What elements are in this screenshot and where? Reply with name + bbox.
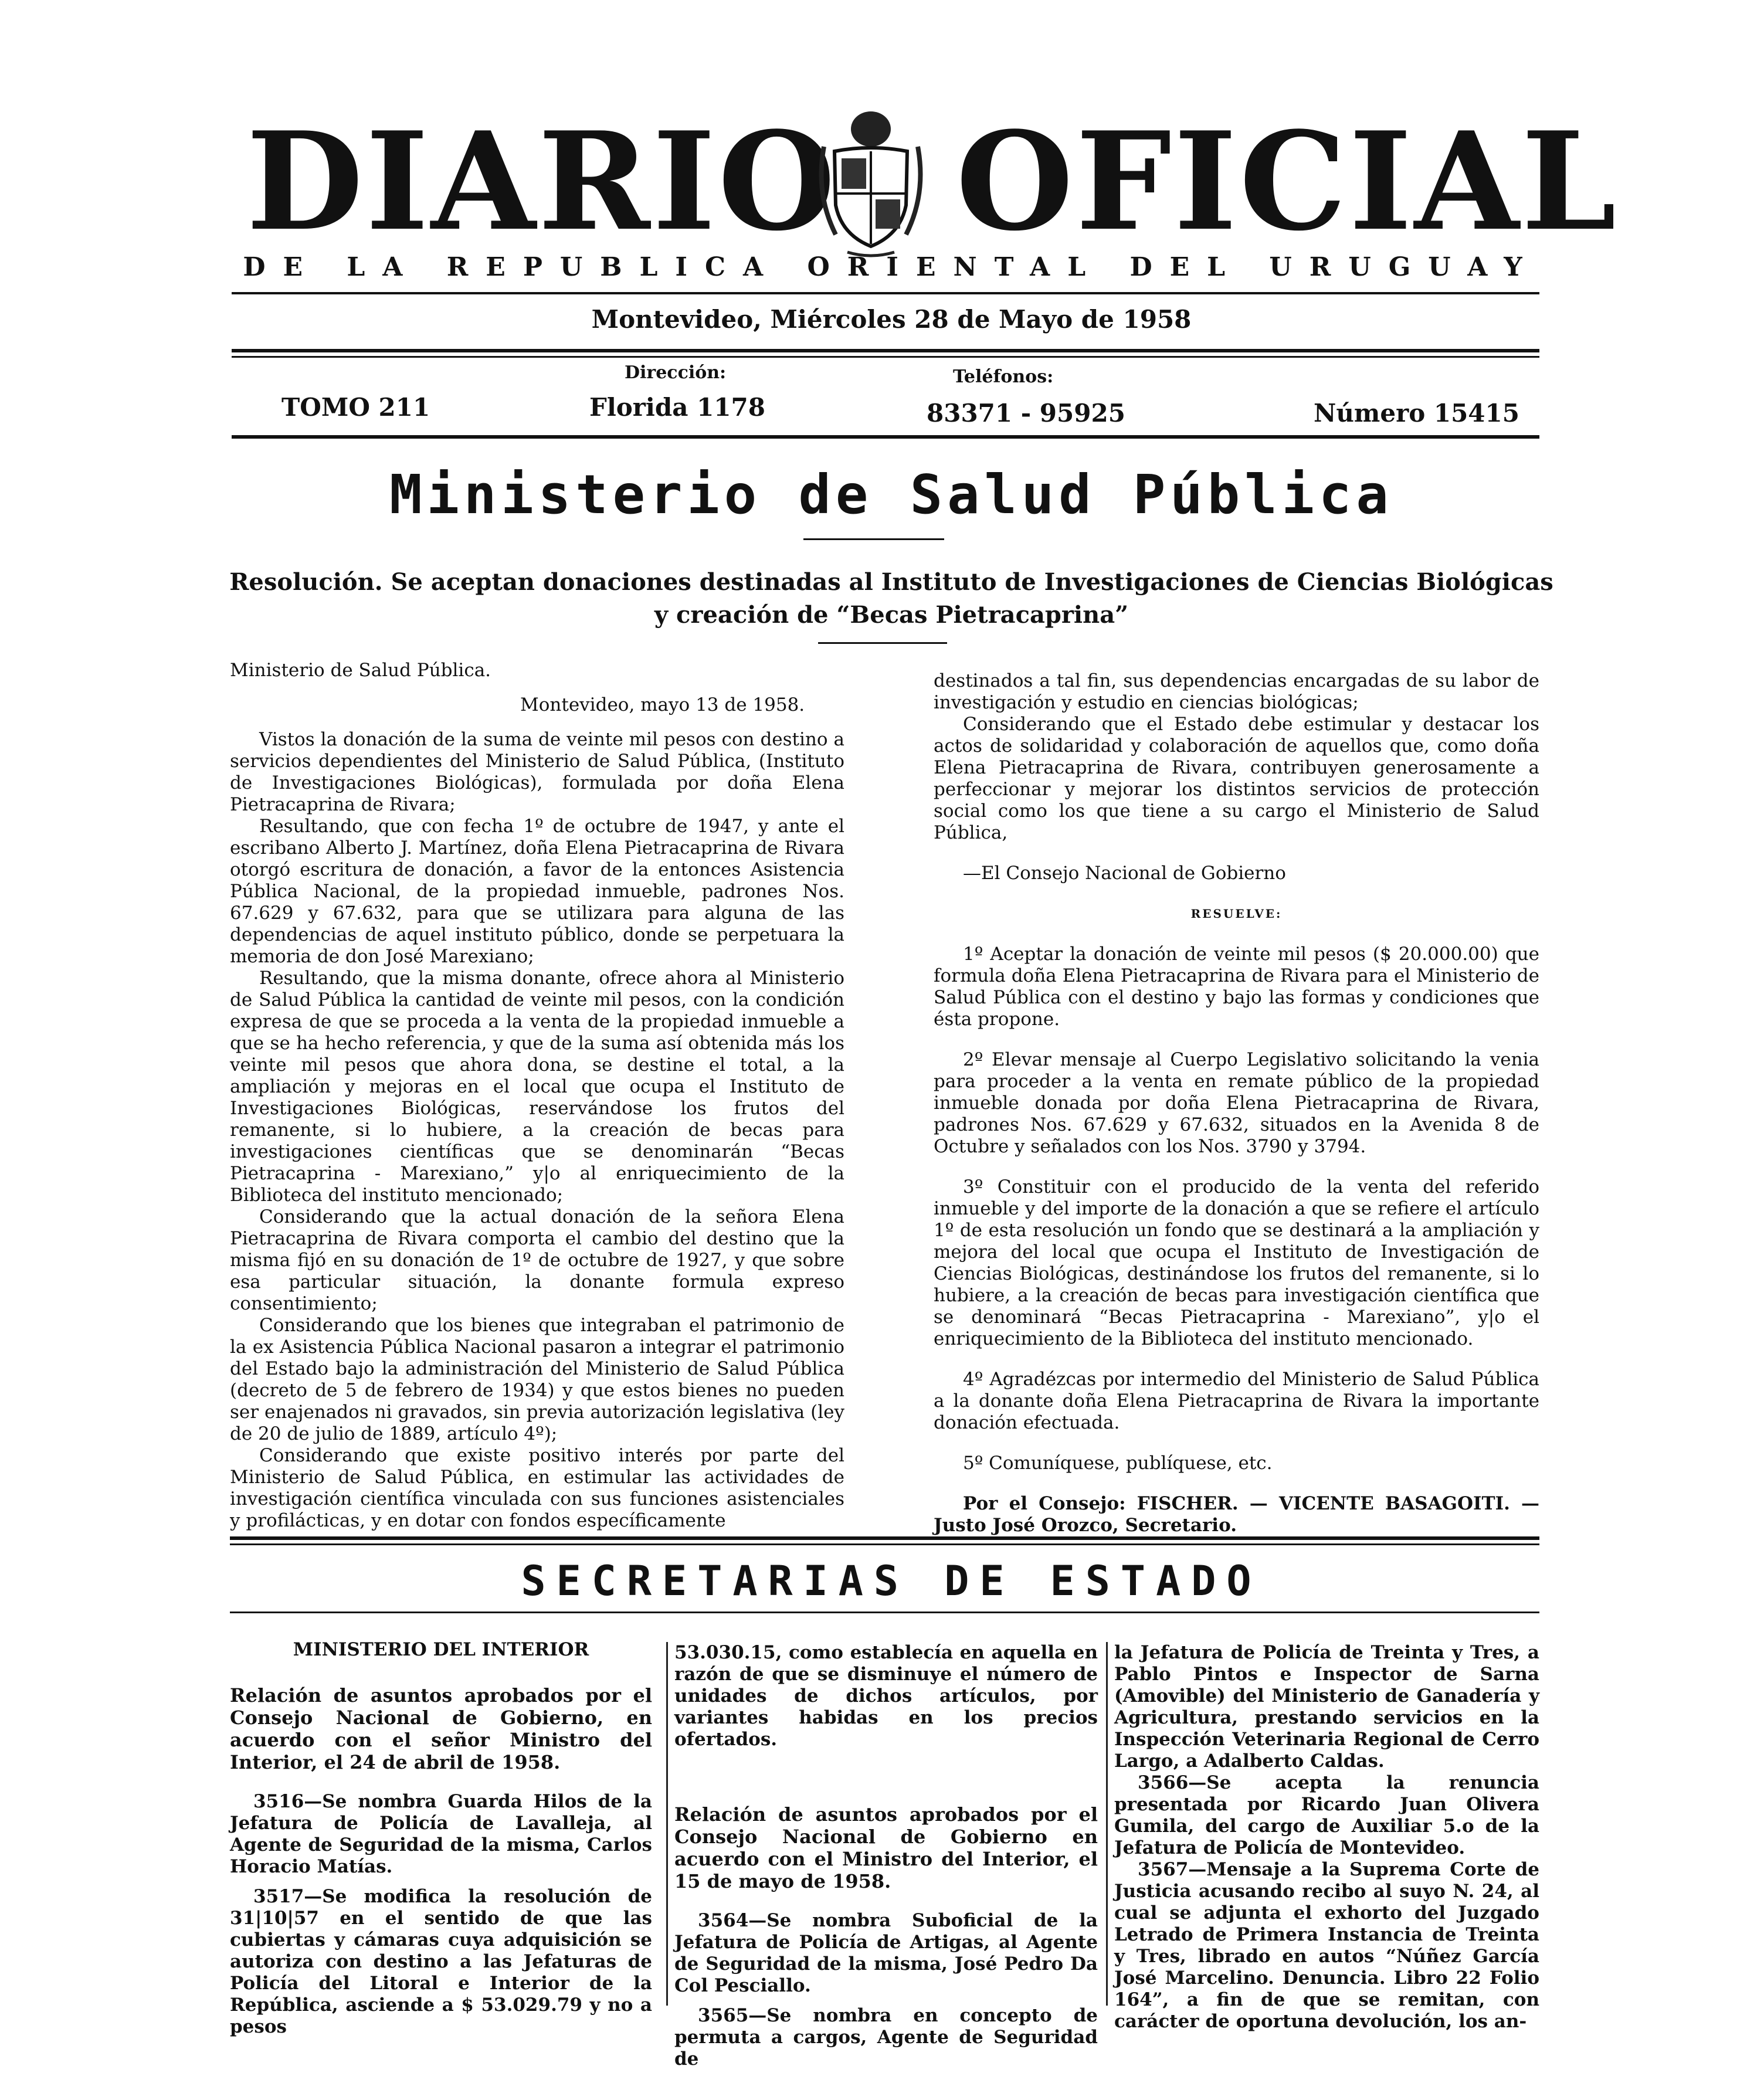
entry: 3566—Se acepta la renuncia presentada por Ricardo Juan Olivera Gumila, del cargo de Auxiliar 5.o de la Jefatura de Policía de Montevideo.: [1114, 1772, 1539, 1858]
telefonos-label: Teléfonos:: [953, 367, 1054, 387]
ministerio-left-column: [230, 660, 844, 1532]
rule: [818, 642, 947, 644]
paragraph: Considerando que el Estado debe estimular y destacar los actos de solidaridad y colaboración de aquellos que, como doña Elena Pietracaprina de Rivara, contribuyen generosamente a perfeccionar y mejorar los distintos servicios de protección social como los que tiene a su cargo el Ministerio de Salud Pública,: [934, 714, 1539, 843]
rule: [232, 349, 1539, 352]
coat-of-arms-icon: [812, 106, 930, 258]
paragraph: destinados a tal fin, sus dependencias encargadas de su labor de investigación y estudio en ciencias biológicas;: [934, 670, 1539, 713]
paragraph: —El Consejo Nacional de Gobierno: [963, 863, 1286, 884]
direccion-label: Dirección:: [625, 362, 727, 383]
entry: 3564—Se nombra Suboficial de la Jefatura de Policía de Artigas, al Agente de Seguridad de la misma, José Pedro Da Col Pesciallo.: [674, 1910, 1098, 1996]
entry: 3565—Se nombra en concepto de permuta a cargos, Agente de Seguridad de: [674, 2005, 1098, 2070]
paragraph: Considerando que los bienes que integraban el patrimonio de la ex Asistencia Pública Nacional pasaron a integrar el patrimonio del Estado bajo la administración del Ministerio de Salud Pública (decreto de 5 de febrero de 1934) y que estos bienes no pueden ser enajenados ni gravados, sin previa autorización legislativa (ley de 20 de julio de 1889, artículo 4º);: [230, 1315, 844, 1444]
masthead-title-right: OFICIAL: [956, 103, 1619, 261]
paragraph: 5º Comuníquese, publíquese, etc.: [963, 1453, 1273, 1474]
numero: Número 15415: [1314, 399, 1519, 428]
rule: [232, 356, 1539, 358]
secretarias-column-1: [230, 1639, 652, 2038]
relacion-heading: Relación de asuntos aprobados por el Consejo Nacional de Gobierno en acuerdo con el Ministro del Interior, el 15 de mayo de 1958.: [674, 1803, 1098, 1892]
relacion-heading: Relación de asuntos aprobados por el Consejo Nacional de Gobierno, en acuerdo con el señor Ministro del Interior, el 24 de abril de 1958.: [230, 1684, 652, 1773]
column-divider: [1106, 1642, 1108, 2006]
direccion: Florida 1178: [589, 393, 765, 422]
resolution-line-1: Resolución. Se aceptan donaciones destinadas al Instituto de Investigaciones de Ciencias Biológicas: [229, 568, 1553, 596]
secretarias-column-3: [1114, 1642, 1539, 2033]
resolution-line-2: y creación de “Becas Pietracaprina”: [654, 601, 1129, 629]
paragraph: 4º Agradézcas por intermedio del Ministerio de Salud Pública a la donante doña Elena Pietracaprina de Rivara la importante donación efectuada.: [934, 1369, 1539, 1433]
paragraph: Considerando que existe positivo interés por parte del Ministerio de Salud Pública, en estimular las actividades de investigación científica vinculada con sus funciones asistenciales y profilácticas, y en dotar con fondos específicamente: [230, 1445, 844, 1531]
paragraph: Ministerio de Salud Pública.: [230, 660, 491, 681]
resolution-title: [229, 566, 1554, 632]
entry: 3517—Se modifica la resolución de 31|10|57 en el sentido de que las cubiertas y cámaras cuya adquisición se autoriza con destino a las Jefaturas de Policía del Litoral e Interior de la República, asciende a $ 53.029.79 y no a pesos: [230, 1886, 652, 2037]
secretarias-heading: SECRETARIAS DE ESTADO: [521, 1557, 1262, 1605]
ministerio-heading: Ministerio de Salud Pública: [389, 463, 1393, 526]
paragraph: 2º Elevar mensaje al Cuerpo Legislativo solicitando la venia para proceder a la venta en remate público de la propiedad inmueble donada por doña Elena Pietracaprina de Rivara, padrones Nos. 67.629 y 67.632, situados en la Avenida 8 de Octubre y señalados con los Nos. 3790 y 3794.: [934, 1049, 1539, 1157]
ministerio-right-column: [934, 670, 1539, 1536]
secretarias-column-2: [674, 1642, 1098, 2070]
masthead-title-left: DIARIO: [246, 103, 838, 261]
resuelve-label: RESUELVE:: [1190, 907, 1283, 921]
dateline: Montevideo, Miércoles 28 de Mayo de 1958: [591, 305, 1192, 334]
rule: [230, 1536, 1539, 1540]
paragraph: Vistos la donación de la suma de veinte mil pesos con destino a servicios dependientes del Ministerio de Salud Pública, (Instituto de Investigaciones Biológicas), formulada por doña Elena Pietracaprina de Rivara;: [230, 729, 844, 815]
signatures: Por el Consejo: FISCHER. — VICENTE BASAGOITI. — Justo José Orozco, Secretario.: [934, 1493, 1539, 1536]
entry: 53.030.15, como establecía en aquella en razón de que se disminuye el número de unidades de dichos artículos, por variantes habidas en los precios ofertados.: [674, 1642, 1098, 1750]
paragraph: Montevideo, mayo 13 de 1958.: [520, 694, 805, 715]
paragraph: Resultando, que la misma donante, ofrece ahora al Ministerio de Salud Pública la cantidad de veinte mil pesos, con la condición expresa de que se proceda a la venta de la propiedad inmueble a que se ha hecho referencia, y que de la suma así obtenida más los veinte mil pesos que ahora dona, se destine el total, a la ampliación y mejoras en el local que ocupa el Instituto de Investigaciones Biológicas, reservándose los frutos del remanente, si lo hubiere, a la creación de becas para investigaciones científicas que se denominarán “Becas Pietracaprina - Marexiano,” y|o al enriquecimiento de la Biblioteca del instituto mencionado;: [230, 968, 844, 1206]
entry: 3516—Se nombra Guarda Hilos de la Jefatura de Policía de Lavalleja, al Agente de Seguridad de la misma, Carlos Horacio Matías.: [230, 1791, 652, 1877]
rule: [230, 1543, 1539, 1545]
paragraph: 3º Constituir con el producido de la venta del referido inmueble y del importe de la donación a que se refiere el artículo 1º de esta resolución un fondo que se destinará a la ampliación y mejora del local que ocupa el Instituto de Investigación de Ciencias Biológicas, destinándose los frutos del remanente, si lo hubiere, a la creación de becas para investigación científica que se denominará “Becas Pietracaprina - Marexiano”, y|o el enriquecimiento de la Biblioteca del instituto mencionado.: [934, 1176, 1539, 1349]
rule: [230, 1612, 1539, 1613]
telefonos: 83371 - 95925: [927, 399, 1125, 428]
rule: [232, 435, 1539, 439]
entry: 3567—Mensaje a la Suprema Corte de Justicia acusando recibo al suyo N. 24, al cual se adjunta el exhorto del Juzgado Letrado de Primera Instancia de Treinta y Tres, librado en autos “Núñez García José Marcelino. Denuncia. Libro 22 Folio 164”, a fin de que se remitan, con carácter de oportuna devolución, los an-: [1114, 1859, 1539, 2032]
paragraph: Considerando que la actual donación de la señora Elena Pietracaprina de Rivara comporta el cambio del destino que la misma fijó en su donación de 1º de octubre de 1927, y que sobre esa particular situación, la donante formula expreso consentimiento;: [230, 1206, 844, 1314]
rule: [232, 292, 1539, 294]
paragraph: Resultando, que con fecha 1º de octubre de 1947, y ante el escribano Alberto J. Martínez, doña Elena Pietracaprina de Rivara otorgó escritura de donación, a favor de la entonces Asistencia Pública Nacional, de la propiedad inmueble, padrones Nos. 67.629 y 67.632, para que se utilizara para alguna de las dependencias de aquel instituto público, donde se perpetuara la memoria de don José Marexiano;: [230, 816, 844, 967]
ministerio-interior-title: MINISTERIO DEL INTERIOR: [293, 1639, 589, 1660]
column-divider: [666, 1642, 668, 2006]
entry: la Jefatura de Policía de Treinta y Tres, a Pablo Pintos e Inspector de Sarna (Amovible) del Ministerio de Ganadería y Agricultura, prestando servicios en la Inspección Veterinaria Regional de Cerro Largo, a Adalberto Caldas.: [1114, 1642, 1539, 1772]
tomo: TOMO 211: [281, 393, 430, 422]
rule: [803, 538, 944, 540]
masthead-subtitle: DE LA REPUBLICA ORIENTAL DEL URUGUAY: [243, 252, 1540, 282]
paragraph: 1º Aceptar la donación de veinte mil pesos ($ 20.000.00) que formula doña Elena Pietracaprina de Rivara para el Ministerio de Salud Pública con el destino y bajo las formas y condiciones que ésta propone.: [934, 944, 1539, 1030]
